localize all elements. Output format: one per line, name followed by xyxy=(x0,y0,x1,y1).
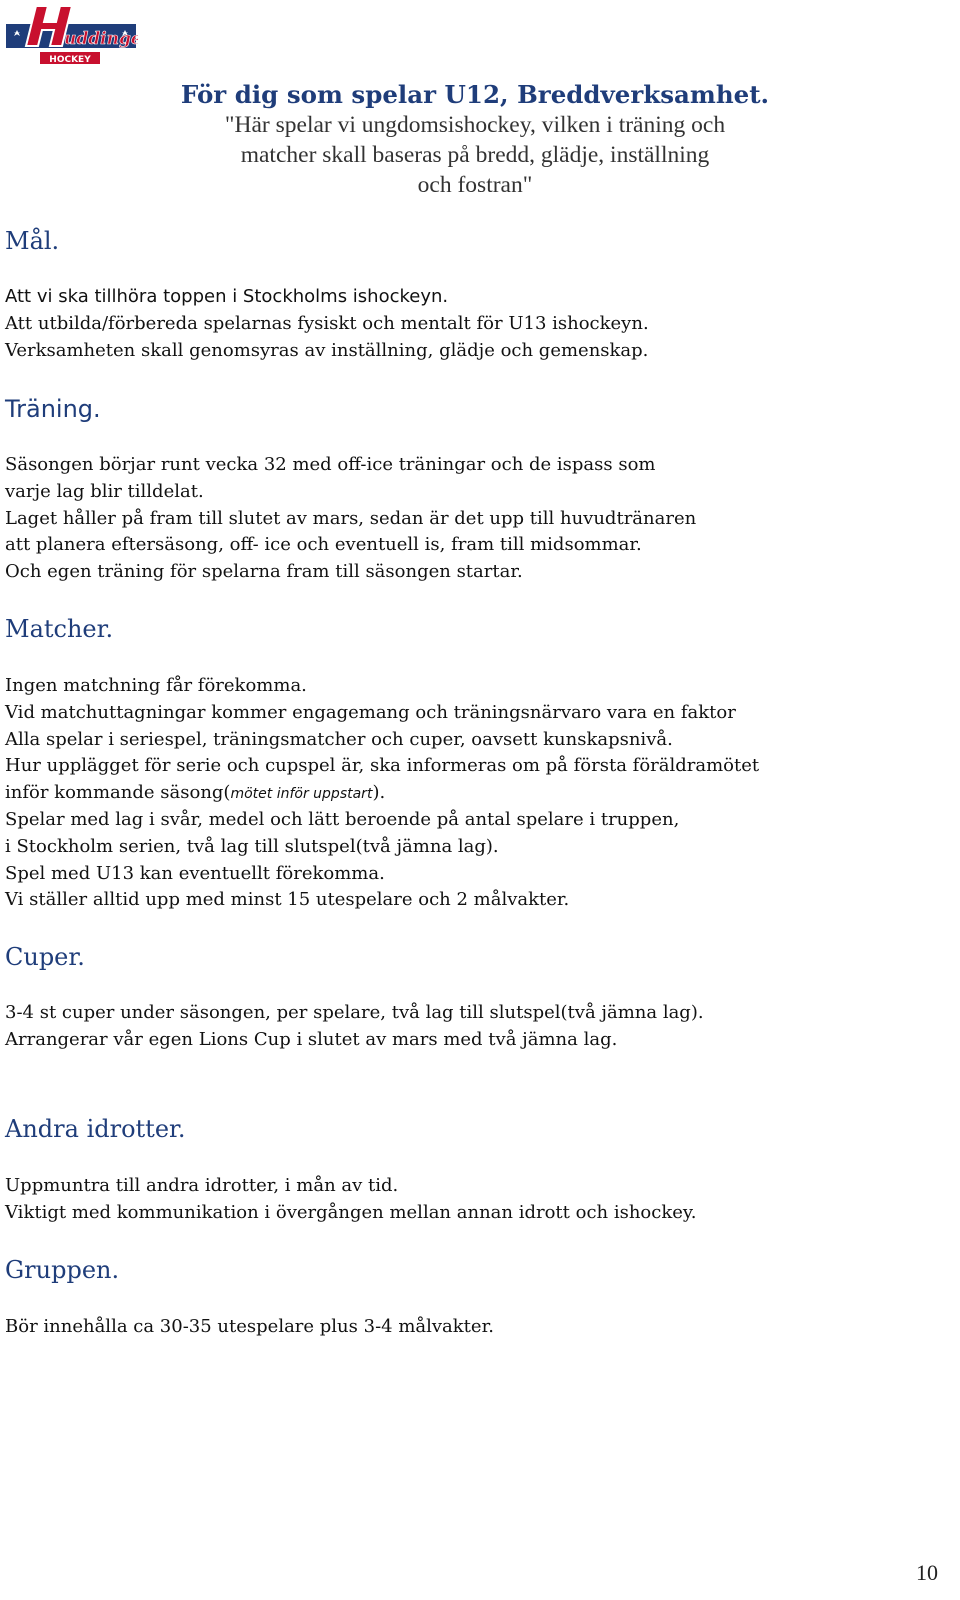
line-italic-note: mötet inför uppstart xyxy=(230,786,373,803)
body-line: Spelar med lag i svår, medel och lätt beroende på antal spelare i truppen, xyxy=(5,808,680,830)
body-line: Viktigt med kommunikation i övergången mellan annan idrott och ishockey. xyxy=(5,1201,697,1223)
logo-graphic xyxy=(4,2,138,68)
section-heading-mal: Mål. xyxy=(5,227,60,255)
section-body-traning xyxy=(5,452,955,586)
body-line: att planera eftersäsong, off- ice och eventuell is, fram till midsommar. xyxy=(5,534,642,556)
motto-line: "Här spelar vi ungdomsishockey, vilken i träning och xyxy=(224,112,726,138)
page-number: 10 xyxy=(916,1560,938,1585)
section-body-mal xyxy=(5,284,955,364)
body-line: Att utbilda/förbereda spelarnas fysiskt och mentalt för U13 ishockeyn. xyxy=(5,312,649,334)
huddinge-hockey-logo xyxy=(4,2,138,68)
section-heading-matcher: Matcher. xyxy=(5,615,114,643)
section-body-gruppen xyxy=(5,1314,955,1341)
document-title: För dig som spelar U12, Breddverksamhet. xyxy=(180,80,770,109)
body-line: Spel med U13 kan eventuellt förekomma. xyxy=(5,862,385,884)
section-body-cuper xyxy=(5,1000,955,1054)
body-line: Ingen matchning får förekomma. xyxy=(5,675,307,696)
body-line: Uppmuntra till andra idrotter, i mån av tid. xyxy=(5,1175,399,1196)
section-heading-cuper: Cuper. xyxy=(5,943,85,971)
logo-wordmark: uddinge xyxy=(64,29,138,49)
body-line: Att vi ska tillhöra toppen i Stockholms ishockeyn. xyxy=(5,286,449,307)
motto-line: och fostran" xyxy=(417,172,533,198)
motto-line: matcher skall baseras på bredd, glädje, inställning xyxy=(240,142,710,168)
body-line: i Stockholm serien, två lag till slutspel(två jämna lag). xyxy=(5,835,499,857)
body-line: Alla spelar i seriespel, träningsmatcher och cuper, oavsett kunskapsnivå. xyxy=(5,728,673,750)
body-line: Säsongen börjar runt vecka 32 med off-ice träningar och de ispass som xyxy=(5,454,656,475)
body-line-mixed xyxy=(5,780,955,807)
line-prefix: inför kommande säsong( xyxy=(5,782,231,804)
body-line: Vid matchuttagningar kommer engagemang och träningsnärvaro vara en faktor xyxy=(5,701,736,723)
document-header xyxy=(150,80,800,200)
logo-subtext: HOCKEY xyxy=(49,55,91,65)
body-line: Hur upplägget för serie och cupspel är, ska informeras om på första föräldramötet xyxy=(5,755,760,777)
body-line: varje lag blir tilldelat. xyxy=(5,480,204,502)
body-line: Och egen träning för spelarna fram till säsongen startar. xyxy=(5,561,523,583)
section-heading-andra-idrotter: Andra idrotter. xyxy=(5,1115,186,1143)
body-line: Arrangerar vår egen Lions Cup i slutet av mars med två jämna lag. xyxy=(5,1028,618,1050)
body-line: 3-4 st cuper under säsongen, per spelare, två lag till slutspel(två jämna lag). xyxy=(5,1002,704,1023)
line-suffix: ). xyxy=(372,782,386,804)
body-line: Verksamheten skall genomsyras av inställning, glädje och gemenskap. xyxy=(5,339,649,361)
section-heading-gruppen: Gruppen. xyxy=(5,1256,120,1284)
section-body-matcher xyxy=(5,673,955,914)
section-body-andra-idrotter xyxy=(5,1173,955,1227)
section-heading-traning: Träning. xyxy=(5,395,101,423)
body-line: Laget håller på fram till slutet av mars, sedan är det upp till huvudtränaren xyxy=(5,507,697,529)
body-line: Bör innehålla ca 30-35 utespelare plus 3-4 målvakter. xyxy=(5,1316,494,1337)
body-line: Vi ställer alltid upp med minst 15 utespelare och 2 målvakter. xyxy=(5,889,570,911)
